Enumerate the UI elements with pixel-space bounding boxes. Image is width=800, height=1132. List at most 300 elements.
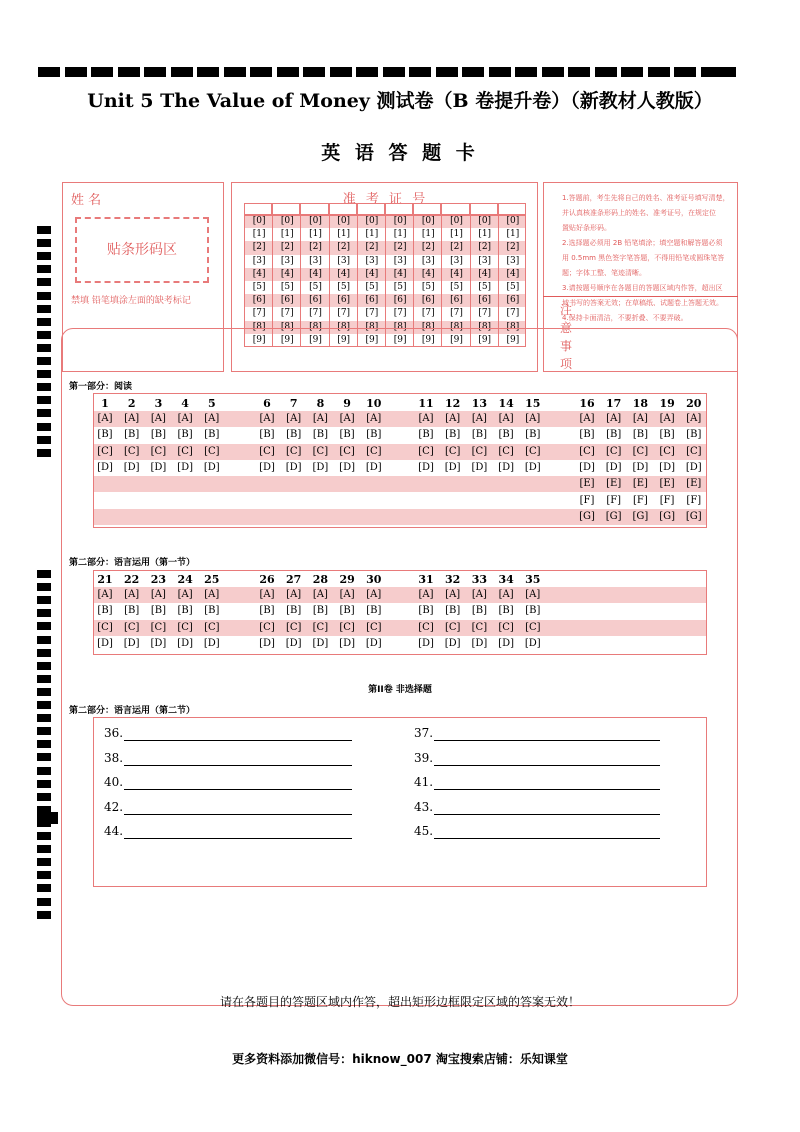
digit-bubble[interactable]: [1] [450,229,463,240]
option-bubble[interactable]: [B] [659,429,675,441]
option-bubble[interactable]: [D] [123,638,140,650]
option-bubble[interactable]: [C] [418,445,434,457]
digit-bubble[interactable]: [6] [478,295,492,306]
question-number: 13 [471,397,488,410]
digit-bubble[interactable]: [0] [309,216,322,226]
digit-bubble[interactable]: [8] [365,321,379,332]
question-number: 21 [97,573,113,586]
option-bubble[interactable]: [C] [339,621,355,633]
answer-line[interactable] [434,740,660,741]
digit-bubble[interactable]: [5] [393,282,407,292]
option-bubble[interactable]: [A] [632,413,648,424]
option-bubble[interactable]: [C] [259,445,275,457]
option-bubble[interactable]: [D] [259,461,275,473]
digit-bubble[interactable]: [4] [506,268,520,279]
footer-warning: 请在各题目的答题区域内作答，超出矩形边框限定区域的答案无效！ [219,995,580,1009]
option-bubble[interactable]: [B] [177,429,193,441]
option-bubble[interactable]: [A] [177,589,193,600]
digit-bubble[interactable]: [6] [393,295,407,306]
option-bubble[interactable]: [C] [366,621,382,633]
digit-bubble[interactable]: [4] [365,268,379,279]
answer-line[interactable] [434,838,660,839]
digit-bubble[interactable]: [5] [252,282,266,292]
option-bubble[interactable]: [B] [366,429,382,441]
exam-id-digit-box[interactable] [441,203,469,215]
digit-bubble[interactable]: [3] [365,255,379,266]
option-bubble[interactable]: [B] [418,605,434,617]
option-bubble[interactable]: [C] [444,445,461,457]
digit-bubble[interactable]: [9] [393,334,407,345]
digit-bubble[interactable]: [7] [309,308,322,319]
exam-id-digit-box[interactable] [385,203,413,215]
notice-line: 置贴好条形码。 [562,224,611,232]
option-bubble[interactable]: [C] [525,621,541,633]
option-bubble[interactable]: [A] [686,413,702,424]
option-bubble[interactable]: [B] [498,429,514,441]
digit-bubble[interactable]: [5] [337,282,351,292]
option-bubble[interactable]: [C] [123,445,140,457]
option-bubble[interactable]: [G] [632,510,649,522]
timing-mark [37,370,51,378]
exam-id-digit-box[interactable] [329,203,357,215]
option-bubble[interactable]: [B] [286,605,302,617]
option-bubble[interactable]: [A] [606,413,622,424]
option-bubble[interactable]: [B] [204,605,220,617]
option-bubble[interactable]: [C] [312,621,329,633]
option-bubble[interactable]: [A] [286,413,302,424]
option-bubble[interactable]: [A] [579,413,595,424]
digit-bubble[interactable]: [4] [478,268,492,279]
digit-bubble[interactable]: [2] [337,242,351,253]
option-bubble[interactable]: [A] [177,413,193,424]
option-bubble[interactable]: [C] [285,445,302,457]
option-bubble[interactable]: [A] [259,413,275,424]
digit-bubble[interactable]: [4] [337,268,351,279]
option-bubble[interactable]: [B] [471,429,487,441]
digit-bubble[interactable]: [8] [421,321,435,332]
answer-line[interactable] [434,814,660,815]
option-bubble[interactable]: [B] [525,429,541,441]
option-bubble[interactable]: [D] [259,638,275,650]
digit-bubble[interactable]: [4] [421,268,435,279]
digit-bubble[interactable]: [4] [280,268,294,279]
digit-bubble[interactable]: [5] [421,282,435,292]
option-bubble[interactable]: [C] [204,445,220,457]
option-bubble[interactable]: [B] [606,429,622,441]
option-bubble[interactable]: [A] [366,413,382,424]
option-bubble[interactable]: [E] [686,478,702,490]
option-bubble[interactable]: [B] [445,429,461,441]
answer-line[interactable] [124,814,352,815]
option-bubble[interactable]: [B] [286,429,302,441]
exam-id-digit-box[interactable] [300,203,328,215]
digit-bubble[interactable]: [0] [337,216,351,226]
digit-bubble[interactable]: [3] [309,255,322,266]
digit-bubble[interactable]: [5] [280,282,294,292]
digit-bubble[interactable]: [3] [421,255,435,266]
timing-mark [595,67,617,77]
question-number: 23 [150,573,167,586]
option-bubble[interactable]: [C] [498,445,514,457]
option-bubble[interactable]: [D] [123,461,140,473]
option-bubble[interactable]: [B] [686,429,702,441]
question-number: 2 [127,397,136,410]
digit-bubble[interactable]: [2] [365,242,379,253]
answer-line[interactable] [434,789,660,790]
digit-bubble[interactable]: [1] [309,229,322,240]
option-bubble[interactable]: [B] [150,605,166,617]
option-bubble[interactable]: [B] [312,605,328,617]
option-bubble[interactable]: [D] [659,461,675,473]
option-bubble[interactable]: [F] [579,494,595,506]
option-bubble[interactable]: [B] [204,429,220,441]
digit-bubble[interactable]: [8] [309,321,322,332]
exam-id-digit-box[interactable] [498,203,526,215]
option-bubble[interactable]: [A] [312,413,328,424]
digit-bubble[interactable]: [8] [450,321,463,332]
exam-id-digit-box[interactable] [272,203,300,215]
digit-bubble[interactable]: [7] [280,308,294,319]
option-bubble[interactable]: [D] [150,461,167,473]
option-bubble[interactable]: [A] [498,413,514,424]
option-bubble[interactable]: [A] [339,589,355,600]
exam-id-digit-box[interactable] [244,203,272,215]
option-bubble[interactable]: [F] [633,494,648,506]
exam-id-digit-box[interactable] [413,203,441,215]
option-bubble[interactable]: [C] [444,621,461,633]
option-bubble[interactable]: [G] [579,510,595,522]
answer-line[interactable] [124,765,352,766]
option-bubble[interactable]: [C] [97,445,113,457]
exam-id-digit-box[interactable] [470,203,498,215]
digit-bubble[interactable]: [9] [252,334,266,345]
option-bubble[interactable]: [A] [418,413,434,424]
digit-bubble[interactable]: [0] [506,216,520,226]
timing-mark [197,67,219,77]
option-bubble[interactable]: [D] [177,461,193,473]
option-bubble[interactable]: [B] [445,605,461,617]
option-bubble[interactable]: [A] [259,589,275,600]
option-bubble[interactable]: [D] [365,638,382,650]
digit-bubble[interactable]: [1] [421,229,435,240]
digit-bubble[interactable]: [7] [365,308,379,319]
option-bubble[interactable]: [F] [686,494,702,506]
option-bubble[interactable]: [G] [659,510,675,522]
digit-bubble[interactable]: [9] [421,334,435,345]
option-bubble[interactable]: [C] [97,621,113,633]
digit-bubble[interactable]: [4] [309,268,322,279]
option-bubble[interactable]: [B] [525,605,541,617]
option-bubble[interactable]: [A] [366,589,382,600]
digit-bubble[interactable]: [4] [450,268,463,279]
digit-bubble[interactable]: [2] [478,242,492,253]
option-bubble[interactable]: [A] [150,413,166,424]
option-bubble[interactable]: [A] [312,589,328,600]
option-bubble[interactable]: [D] [203,461,220,473]
option-bubble[interactable]: [D] [285,638,302,650]
digit-bubble[interactable]: [1] [365,229,379,240]
option-bubble[interactable]: [G] [685,510,702,522]
option-bubble[interactable]: [A] [124,589,140,600]
option-bubble[interactable]: [D] [524,461,541,473]
digit-bubble[interactable]: [0] [450,216,463,226]
digit-bubble[interactable]: [9] [365,334,379,345]
option-bubble[interactable]: [C] [605,445,622,457]
option-bubble[interactable]: [A] [204,589,220,600]
option-bubble[interactable]: [C] [285,621,302,633]
digit-bubble[interactable]: [0] [421,216,435,226]
digit-bubble[interactable]: [8] [252,321,266,332]
digit-bubble[interactable]: [6] [506,295,520,306]
option-bubble[interactable]: [B] [339,429,355,441]
option-bubble[interactable]: [D] [471,461,488,473]
digit-bubble[interactable]: [5] [365,282,379,292]
option-bubble[interactable]: [D] [365,461,382,473]
digit-bubble[interactable]: [6] [365,295,379,306]
option-bubble[interactable]: [C] [204,621,220,633]
digit-bubble[interactable]: [0] [280,216,294,226]
digit-bubble[interactable]: [6] [280,295,294,306]
option-bubble[interactable]: [B] [312,429,328,441]
option-bubble[interactable]: [A] [525,413,541,424]
blank-number: 38. [104,750,124,765]
option-bubble[interactable]: [C] [686,445,702,457]
option-bubble[interactable]: [A] [525,589,541,600]
digit-bubble[interactable]: [9] [478,334,492,345]
digit-bubble[interactable]: [1] [478,229,492,240]
digit-bubble[interactable]: [8] [478,321,492,332]
absent-label: 禁填 [71,296,90,306]
option-bubble[interactable]: [B] [579,429,595,441]
option-bubble[interactable]: [C] [579,445,595,457]
timing-mark [37,812,58,824]
option-bubble[interactable]: [E] [659,478,675,490]
digit-bubble[interactable]: [7] [478,308,492,319]
section3-label: 第二部分：语言运用（第二节） [69,706,196,716]
option-bubble[interactable]: [F] [659,494,675,506]
option-bubble[interactable]: [B] [259,429,275,441]
option-bubble[interactable]: [C] [525,445,541,457]
option-bubble[interactable]: [A] [339,413,355,424]
option-bubble[interactable]: [C] [312,445,329,457]
digit-bubble[interactable]: [6] [252,295,266,306]
option-bubble[interactable]: [D] [285,461,302,473]
digit-bubble[interactable]: [7] [450,308,463,319]
timing-mark [37,636,51,644]
option-bubble[interactable]: [C] [418,621,434,633]
digit-bubble[interactable]: [5] [506,282,520,292]
option-bubble[interactable]: [C] [150,445,167,457]
digit-bubble[interactable]: [1] [393,229,407,240]
barcode-label: 贴条形码区 [107,242,177,258]
option-bubble[interactable]: [C] [123,621,140,633]
option-bubble[interactable]: [C] [339,445,355,457]
digit-bubble[interactable]: [1] [252,229,266,240]
timing-mark [37,714,51,722]
digit-bubble[interactable]: [3] [252,255,266,266]
option-bubble[interactable]: [B] [259,605,275,617]
option-bubble[interactable]: [D] [97,461,113,473]
digit-bubble[interactable]: [2] [393,242,407,253]
option-bubble[interactable]: [D] [150,638,167,650]
option-bubble[interactable]: [A] [659,413,675,424]
option-bubble[interactable]: [B] [150,429,166,441]
option-bubble[interactable]: [A] [418,589,434,600]
digit-bubble[interactable]: [1] [337,229,351,240]
digit-bubble[interactable]: [2] [280,242,294,253]
option-bubble[interactable]: [B] [97,429,113,441]
option-bubble[interactable]: [D] [418,461,434,473]
option-bubble[interactable]: [B] [124,605,140,617]
digit-bubble[interactable]: [6] [337,295,351,306]
digit-bubble[interactable]: [8] [280,321,294,332]
digit-bubble[interactable]: [6] [421,295,435,306]
digit-bubble[interactable]: [9] [450,334,463,345]
digit-bubble[interactable]: [9] [506,334,520,345]
option-bubble[interactable]: [D] [203,638,220,650]
option-bubble[interactable]: [B] [498,605,514,617]
answer-line[interactable] [124,740,352,741]
digit-bubble[interactable]: [9] [280,334,294,345]
notice-line: 题；字体工整、笔迹清晰。 [562,269,646,277]
option-bubble[interactable]: [D] [632,461,649,473]
option-bubble[interactable]: [F] [606,494,622,506]
question-number: 8 [316,397,325,410]
digit-bubble[interactable]: [5] [450,282,463,292]
digit-bubble[interactable]: [3] [337,255,351,266]
digit-bubble[interactable]: [2] [506,242,520,253]
timing-mark [37,396,51,404]
digit-bubble[interactable]: [0] [478,216,492,226]
digit-bubble[interactable]: [5] [309,282,322,292]
option-bubble[interactable]: [E] [579,478,595,490]
option-bubble[interactable]: [C] [366,445,382,457]
option-bubble[interactable]: [D] [418,638,434,650]
question-number: 26 [259,573,275,586]
question-number: 19 [659,397,675,410]
timing-mark [37,252,51,260]
digit-bubble[interactable]: [2] [450,242,463,253]
exam-id-digit-box[interactable] [357,203,385,215]
option-bubble[interactable]: [D] [97,638,113,650]
option-bubble[interactable]: [A] [471,589,487,600]
answer-line[interactable] [124,838,352,839]
digit-bubble[interactable]: [2] [421,242,435,253]
option-bubble[interactable]: [D] [444,638,461,650]
option-bubble[interactable]: [A] [498,589,514,600]
digit-bubble[interactable]: [3] [506,255,520,266]
option-bubble[interactable]: [E] [632,478,648,490]
digit-bubble[interactable]: [7] [337,308,351,319]
option-bubble[interactable]: [D] [339,638,355,650]
option-bubble[interactable]: [C] [471,445,488,457]
option-bubble[interactable]: [D] [498,638,514,650]
timing-mark [38,67,60,77]
option-bubble[interactable]: [A] [150,589,166,600]
digit-bubble[interactable]: [3] [450,255,463,266]
option-bubble[interactable]: [C] [150,621,167,633]
option-bubble[interactable]: [C] [177,621,193,633]
option-bubble[interactable]: [E] [606,478,622,490]
option-bubble[interactable]: [B] [366,605,382,617]
option-bubble[interactable]: [C] [259,621,275,633]
digit-bubble[interactable]: [6] [450,295,463,306]
digit-bubble[interactable]: [9] [309,334,322,345]
absent-mark-row[interactable] [71,293,191,306]
option-bubble[interactable]: [D] [498,461,514,473]
option-bubble[interactable]: [D] [524,638,541,650]
digit-bubble[interactable]: [7] [421,308,435,319]
digit-bubble[interactable]: [2] [309,242,322,253]
option-bubble[interactable]: [D] [471,638,488,650]
question-number: 3 [154,397,163,410]
answer-line[interactable] [434,765,660,766]
digit-bubble[interactable]: [4] [393,268,407,279]
digit-bubble[interactable]: [8] [337,321,351,332]
digit-bubble[interactable]: [6] [309,295,322,306]
option-bubble[interactable]: [D] [605,461,622,473]
digit-bubble[interactable]: [0] [393,216,407,226]
digit-bubble[interactable]: [3] [393,255,407,266]
digit-bubble[interactable]: [5] [478,282,492,292]
option-bubble[interactable]: [B] [632,429,648,441]
digit-bubble[interactable]: [3] [478,255,492,266]
option-bubble[interactable]: [B] [418,429,434,441]
option-bubble[interactable]: [A] [97,589,113,600]
digit-bubble[interactable]: [8] [393,321,407,332]
option-bubble[interactable]: [D] [177,638,193,650]
digit-bubble[interactable]: [9] [337,334,351,345]
option-bubble[interactable]: [D] [685,461,702,473]
digit-bubble[interactable]: [1] [280,229,294,240]
option-bubble[interactable]: [A] [124,413,140,424]
option-bubble[interactable]: [A] [204,413,220,424]
option-bubble[interactable]: [A] [97,413,113,424]
option-bubble[interactable]: [B] [177,605,193,617]
option-bubble[interactable]: [B] [471,605,487,617]
option-bubble[interactable]: [B] [339,605,355,617]
option-bubble[interactable]: [C] [177,445,193,457]
digit-bubble[interactable]: [7] [393,308,407,319]
answer-line[interactable] [124,789,352,790]
digit-bubble[interactable]: [7] [252,308,266,319]
digit-bubble[interactable]: [2] [252,242,266,253]
option-bubble[interactable]: [B] [124,429,140,441]
digit-bubble[interactable]: [0] [252,216,266,226]
option-bubble[interactable]: [D] [339,461,355,473]
option-bubble[interactable]: [C] [498,621,514,633]
option-bubble[interactable]: [A] [471,413,487,424]
option-bubble[interactable]: [D] [312,638,329,650]
digit-bubble[interactable]: [8] [506,321,520,332]
digit-bubble[interactable]: [1] [506,229,520,240]
option-bubble[interactable]: [A] [445,413,461,424]
option-bubble[interactable]: [A] [445,589,461,600]
option-bubble[interactable]: [D] [579,461,595,473]
digit-bubble[interactable]: [7] [506,308,520,319]
digit-bubble[interactable]: [4] [252,268,266,279]
option-bubble[interactable]: [B] [97,605,113,617]
option-bubble[interactable]: [C] [632,445,649,457]
option-bubble[interactable]: [C] [471,621,488,633]
digit-bubble[interactable]: [0] [365,216,379,226]
option-bubble[interactable]: [D] [312,461,329,473]
option-bubble[interactable]: [A] [286,589,302,600]
option-bubble[interactable]: [D] [444,461,461,473]
option-bubble[interactable]: [G] [605,510,622,522]
digit-bubble[interactable]: [3] [280,255,294,266]
option-bubble[interactable]: [C] [659,445,675,457]
